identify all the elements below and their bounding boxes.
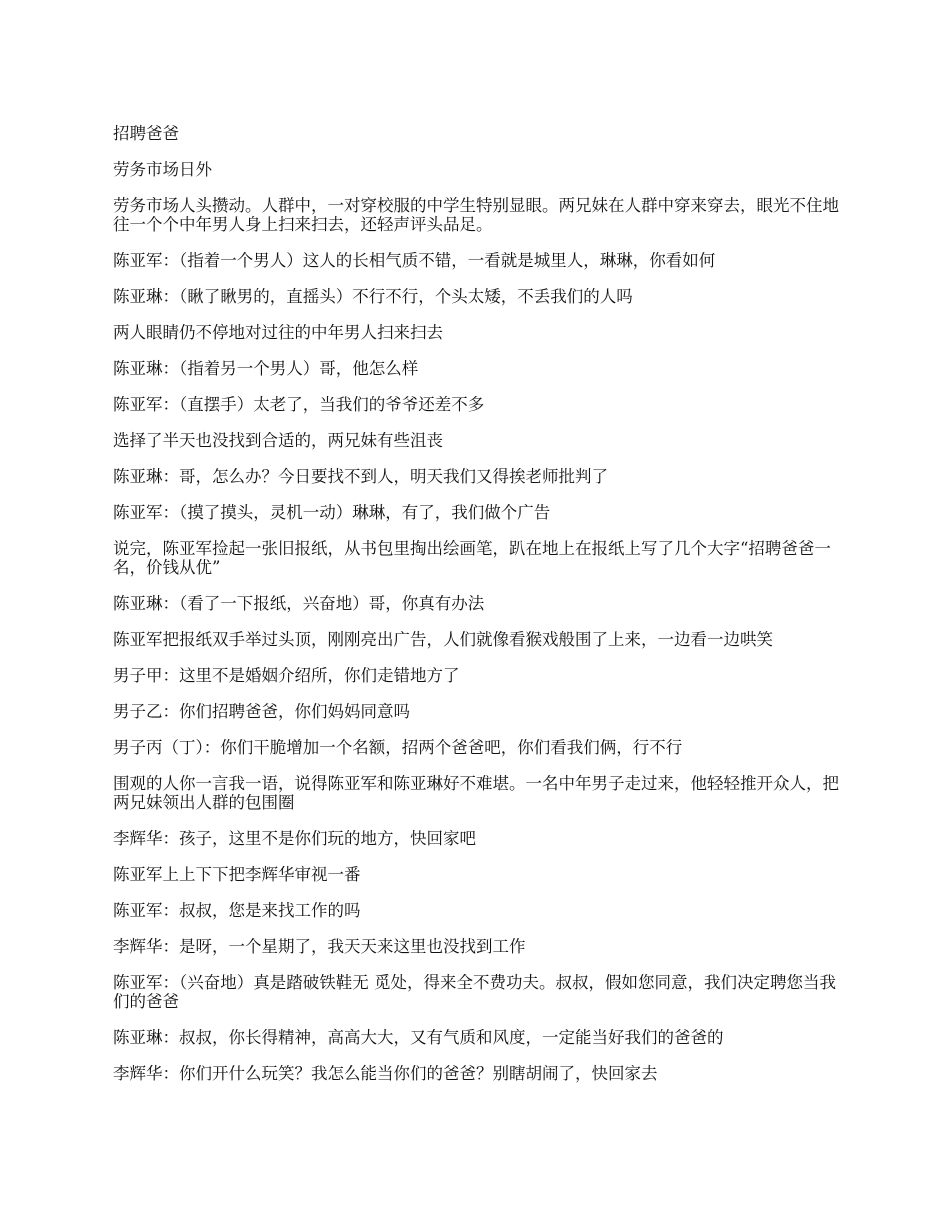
document-body bbox=[113, 124, 841, 1100]
paragraph: 陈亚军：叔叔，您是来找工作的吗 bbox=[113, 901, 361, 920]
paragraph: 围观的人你一言我一语，说得陈亚军和陈亚琳好不难堪。一名中年男子走过来，他轻轻推开众人，把两兄妹领出人群的包围圈 bbox=[113, 774, 839, 812]
paragraph: 陈亚琳：哥，怎么办？今日要找不到人，明天我们又得挨老师批判了 bbox=[113, 467, 608, 486]
paragraph: 陈亚军：（兴奋地）真是踏破铁鞋无 觅处，得来全不费功夫。叔叔，假如您同意，我们决定聘您当我们的爸爸 bbox=[113, 973, 836, 1011]
paragraph: 说完，陈亚军捡起一张旧报纸，从书包里掏出绘画笔，趴在地上在报纸上写了几个大字“招聘爸爸一名，价钱从优” bbox=[113, 539, 831, 577]
paragraph: 选择了半天也没找到合适的，两兄妹有些沮丧 bbox=[113, 431, 443, 450]
paragraph: 两人眼睛仍不停地对过往的中年男人扫来扫去 bbox=[113, 323, 443, 342]
paragraph: 男子乙：你们招聘爸爸，你们妈妈同意吗 bbox=[113, 702, 410, 721]
paragraph: 男子丙（丁）：你们干脆增加一个名额，招两个爸爸吧，你们看我们俩，行不行 bbox=[113, 738, 683, 757]
paragraph: 李辉华：孩子，这里不是你们玩的地方，快回家吧 bbox=[113, 829, 476, 848]
paragraph: 李辉华：你们开什么玩笑？我怎么能当你们的爸爸？别瞎胡闹了，快回家去 bbox=[113, 1064, 658, 1083]
paragraph: 陈亚军把报纸双手举过头顶，刚刚亮出广告，人们就像看猴戏般围了上来，一边看一边哄笑 bbox=[113, 630, 773, 649]
paragraph: 陈亚琳：（看了一下报纸，兴奋地）哥，你真有办法 bbox=[113, 594, 485, 613]
paragraph: 陈亚琳：叔叔，你长得精神，高高大大，又有气质和风度，一定能当好我们的爸爸的 bbox=[113, 1028, 724, 1047]
paragraph: 陈亚军：（指着一个男人）这人的长相气质不错，一看就是城里人，琳琳，你看如何 bbox=[113, 251, 716, 270]
paragraph: 陈亚军上上下下把李辉华审视一番 bbox=[113, 865, 361, 884]
paragraph: 陈亚琳：（指着另一个男人）哥，他怎么样 bbox=[113, 359, 419, 378]
paragraph: 陈亚琳：（瞅了瞅男的，直摇头）不行不行，个头太矮，不丢我们的人吗 bbox=[113, 287, 633, 306]
paragraph: 劳务市场人头攒动。人群中，一对穿校服的中学生特别显眼。两兄妹在人群中穿来穿去，眼光不住地往一个个中年男人身上扫来扫去，还轻声评头品足。 bbox=[113, 196, 839, 234]
paragraph: 男子甲：这里不是婚姻介绍所，你们走错地方了 bbox=[113, 666, 460, 685]
paragraph: 李辉华：是呀，一个星期了，我天天来这里也没找到工作 bbox=[113, 937, 526, 956]
paragraph: 陈亚军：（直摆手）太老了，当我们的爷爷还差不多 bbox=[113, 395, 485, 414]
paragraph: 陈亚军：（摸了摸头，灵机一动）琳琳，有了，我们做个广告 bbox=[113, 503, 551, 522]
document-title: 招聘爸爸 bbox=[113, 124, 179, 143]
scene-heading: 劳务市场日外 bbox=[113, 160, 212, 179]
